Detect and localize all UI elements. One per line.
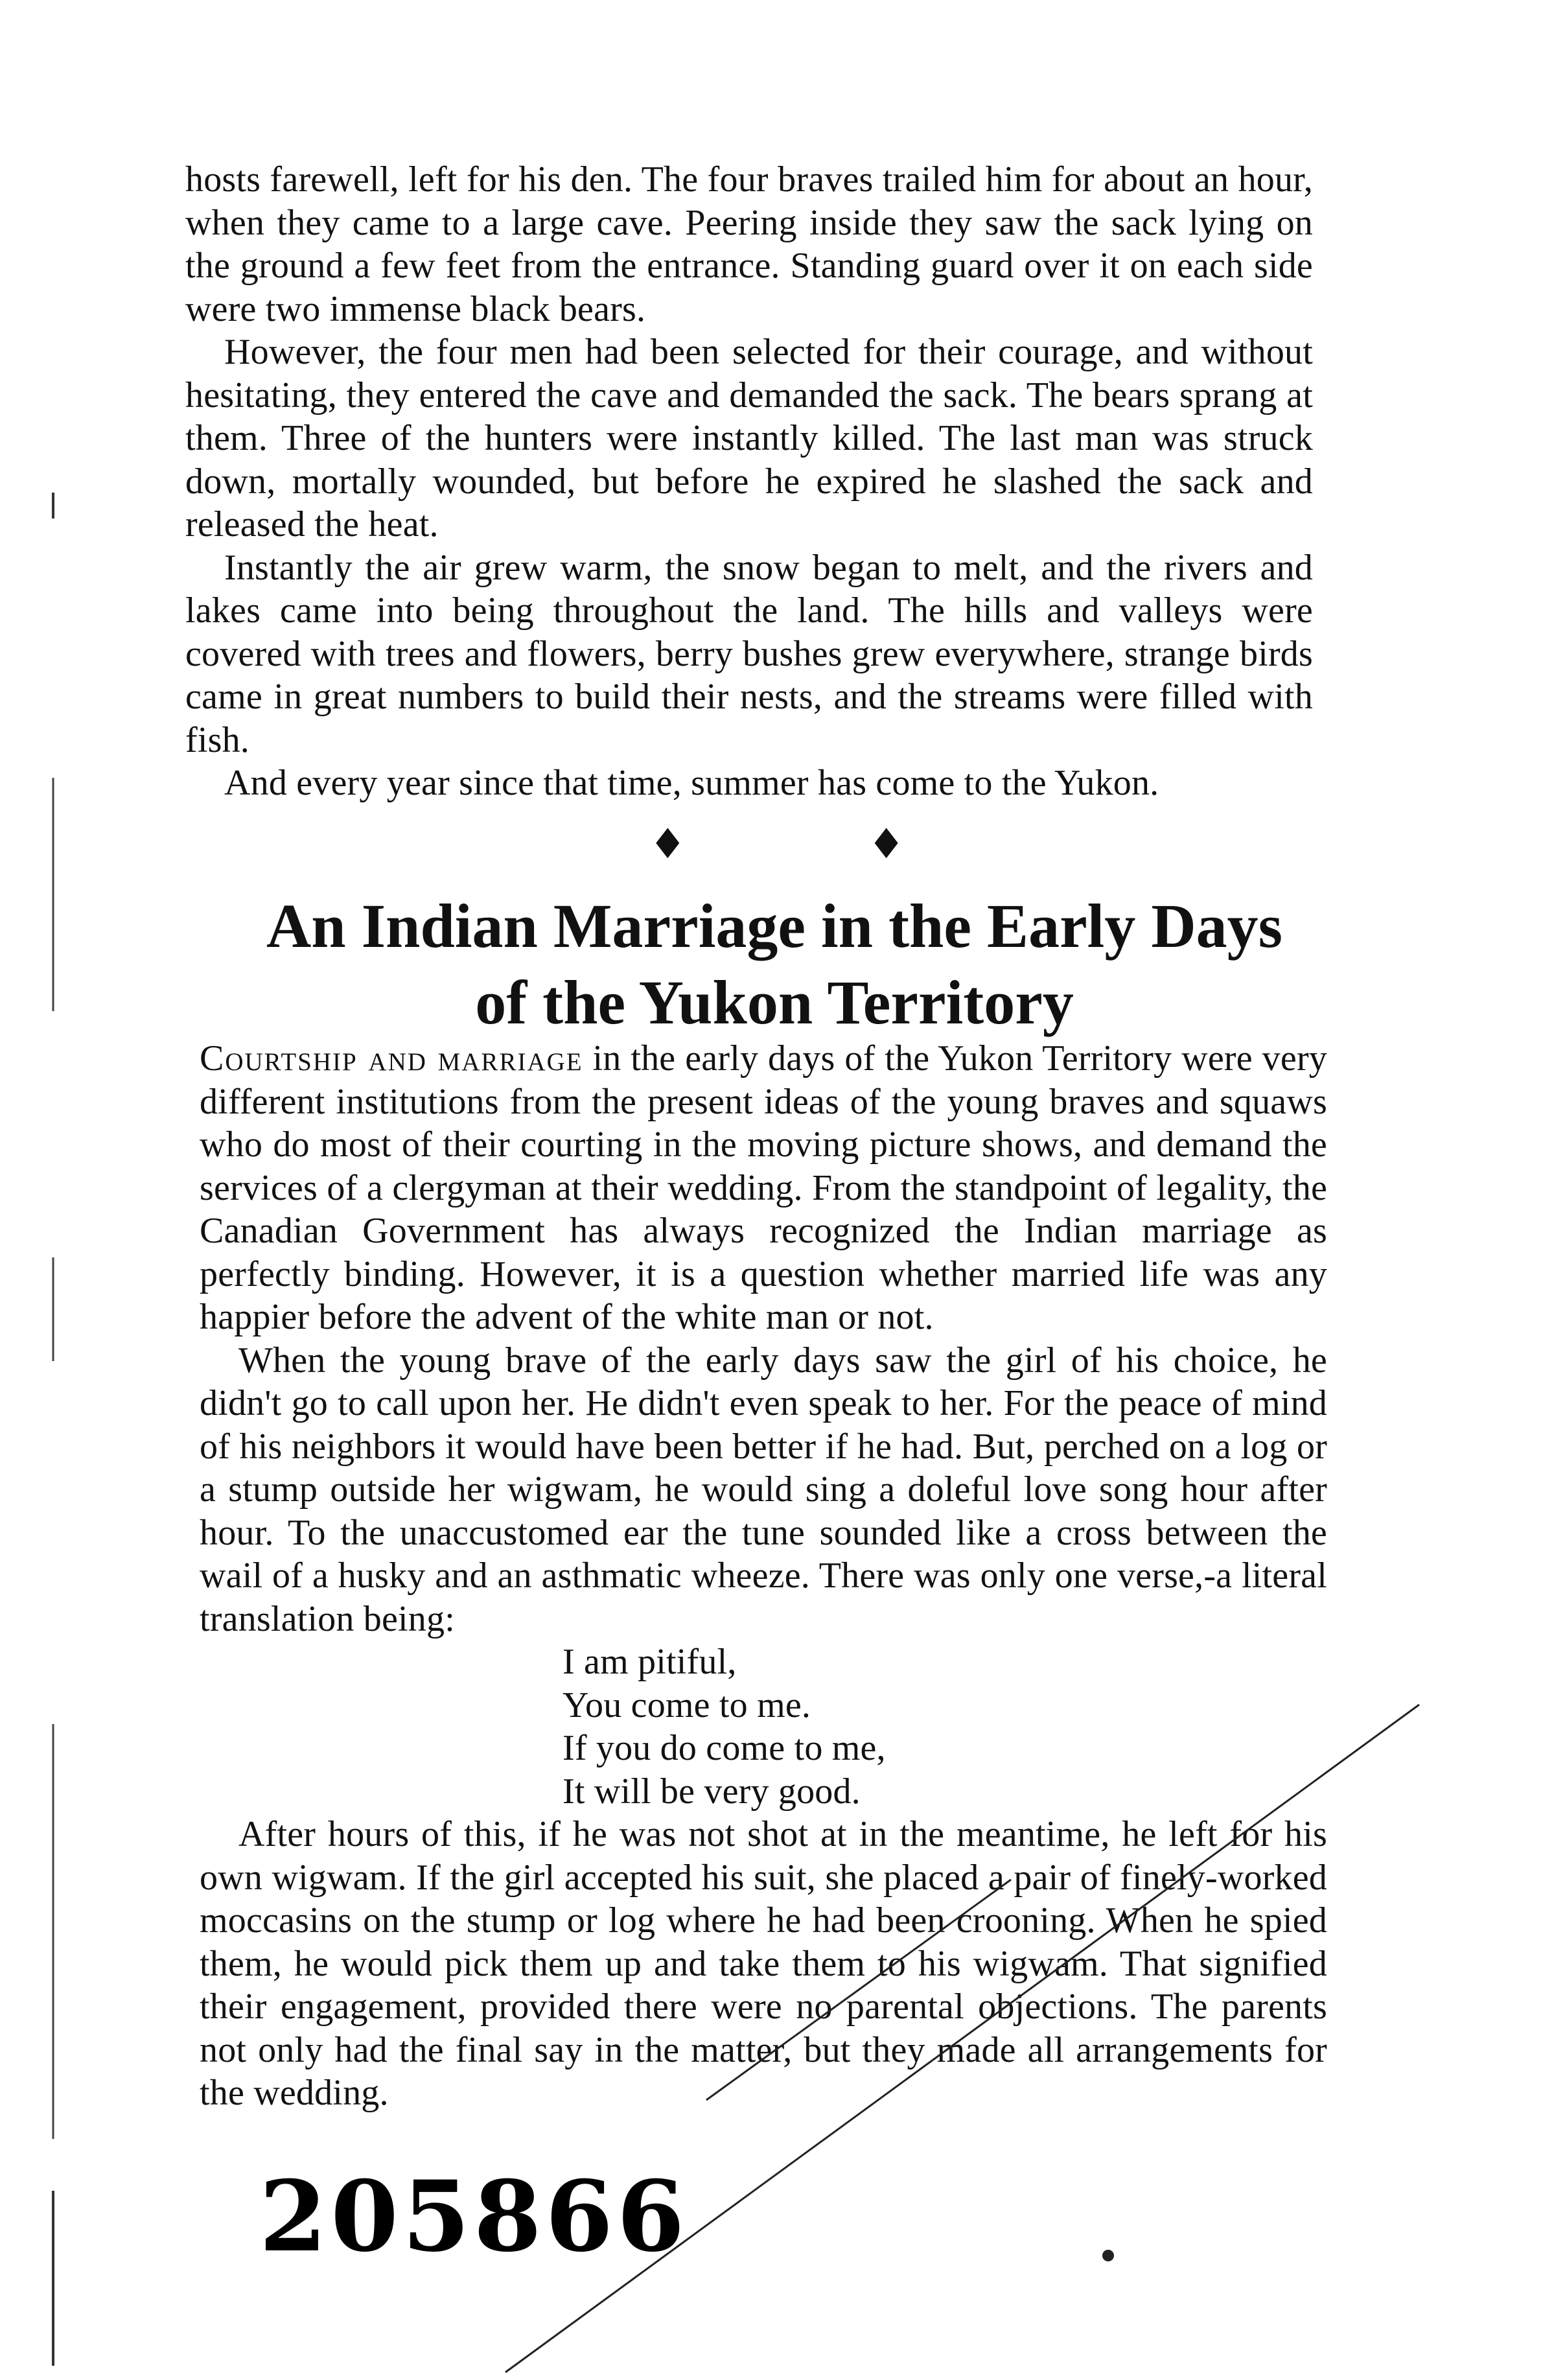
verse-line: It will be very good.: [562, 1771, 861, 1812]
story-paragraph: hosts farewell, left for his den. The four braves trailed him for about an hour, when they came to a large cave. Peering inside they saw the sack lying on the ground a few feet from the entrance. Standing guard over it on each side were two immense black bears.: [185, 159, 1313, 329]
verse-line: I am pitiful,: [562, 1642, 737, 1682]
story-paragraph: And every year since that time, summer has come to the Yukon.: [224, 763, 1159, 803]
verse-line: If you do come to me,: [562, 1728, 886, 1768]
story-paragraph: However, the four men had been selected for their courage, and without hesitating, they entered the cave and demanded the sack. The bears sprang at them. Three of the hunters were instantly killed. The last man was struck down, mortally wounded, but before he expired he slashed the sack and released the heat.: [185, 332, 1313, 544]
article-paragraph: When the young brave of the early days saw the girl of his choice, he didn't go to call upon her. He didn't even speak to her. For the peace of mind of his neighbors it would have been better if he had. But, perched on a log or a stump outside her wigwam, he would sing a doleful love song hour after hour. To the unaccustomed ear the tune sounded like a cross between the wail of a husky and an asthmatic wheeze. There was only one verse,-a literal translation being:: [200, 1340, 1327, 1639]
paragraph-text: in the early days of the Yukon Territory were very different institutions from the present ideas of the young braves and squaws who do most of their courting in the moving picture shows, and demand the services of a clergyman at their wedding. From the standpoint of legality, the Canadian Government has always recognized the Indian marriage as perfectly binding. However, it is a question whether married life was any happier before the advent of the white man or not.: [200, 1038, 1327, 1337]
article-title-line: An Indian Marriage in the Early Days: [266, 891, 1283, 961]
diamond-ornament-icon: ♦: [868, 821, 905, 869]
pencil-diagonal-line: [706, 1880, 1011, 2100]
diamond-ornament-icon: ♦: [649, 821, 686, 869]
accession-number-stamp: 205866: [259, 2160, 689, 2274]
story-paragraph: Instantly the air grew warm, the snow began to melt, and the rivers and lakes came into being throughout the land. The hills and valleys were covered with trees and flowers, berry bushes grew everywhere, strange birds came in great numbers to build their nests, and the streams were filled with fish.: [185, 547, 1313, 760]
pencil-diagonal-line: [505, 1705, 1419, 2372]
article-title-line: of the Yukon Territory: [475, 968, 1074, 1037]
article-paragraph: After hours of this, if he was not shot at in the meantime, he left for his own wigwam. If the girl accepted his suit, she placed a pair of finely-worked moccasins on the stump or log where he had been crooning. When he spied them, he would pick them up and take them to his wigwam. That signified their engagement, provided there were no parental objections. The parents not only had the final say in the matter, but they made all arrangements for the wedding.: [200, 1814, 1327, 2113]
lead-in-small-caps: Courtship and marriage: [200, 1038, 583, 1079]
ink-dot: [1102, 2250, 1114, 2261]
verse-line: You come to me.: [562, 1685, 811, 1725]
